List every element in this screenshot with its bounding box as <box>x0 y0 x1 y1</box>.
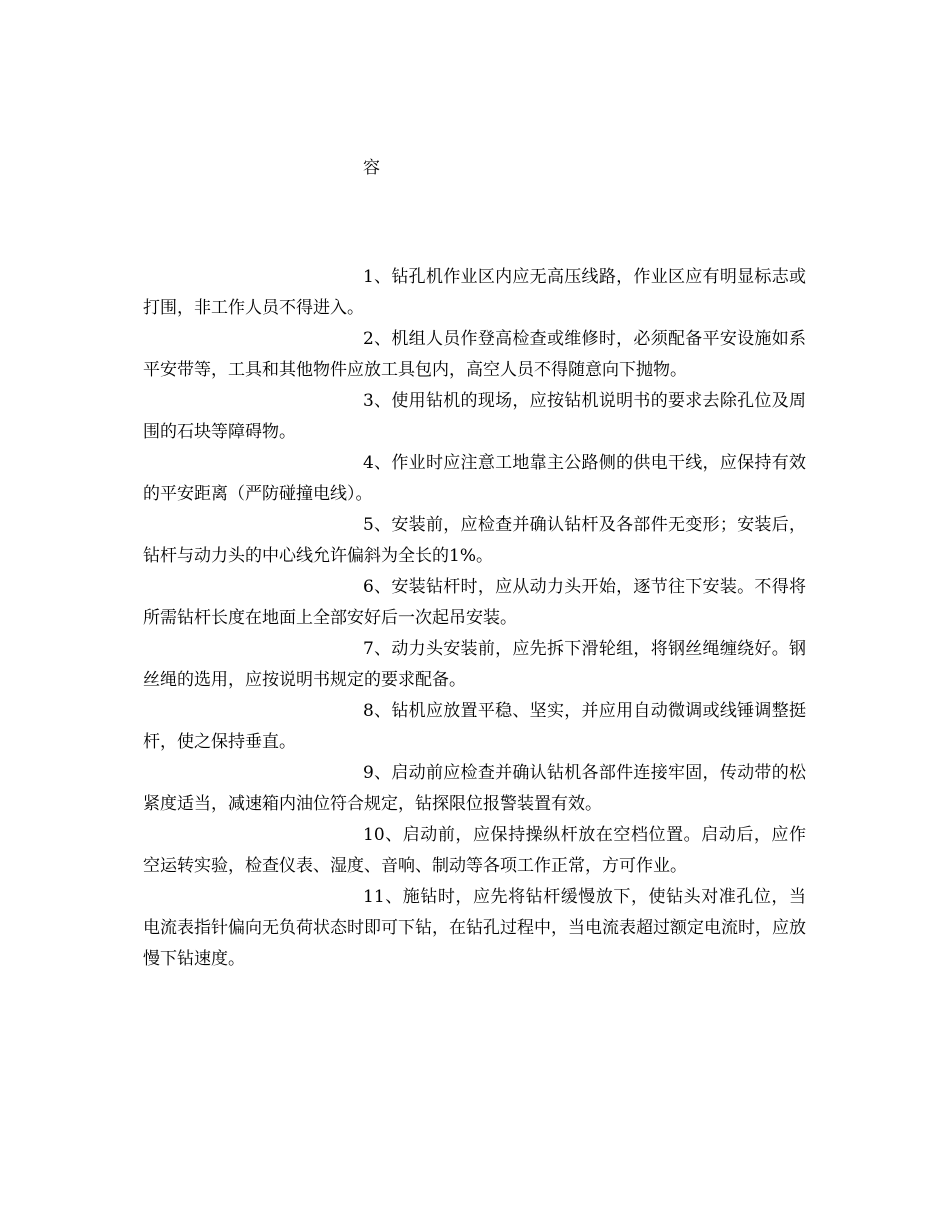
rule-paragraph-4: 4、作业时应注意工地靠主公路侧的供电干线，应保持有效的平安距离（严防碰撞电线）。 <box>143 453 806 504</box>
rule-paragraph-5: 5、安装前，应检查并确认钻杆及各部件无变形；安装后，钻杆与动力头的中心线允许偏斜为全长的1%。 <box>143 515 806 566</box>
page-heading: 容 <box>363 158 380 178</box>
rule-paragraph-7: 7、动力头安装前，应先拆下滑轮组，将钢丝绳缠绕好。钢丝绳的选用，应按说明书规定的要求配备。 <box>143 639 806 690</box>
rule-paragraph-9: 9、启动前应检查并确认钻机各部件连接牢固，传动带的松紧度适当，减速箱内油位符合规定，钻探限位报警装置有效。 <box>143 763 806 814</box>
rule-paragraph-1: 1、钻孔机作业区内应无高压线路，作业区应有明显标志或打围，非工作人员不得进入。 <box>143 267 806 318</box>
rule-paragraph-11: 11、施钻时，应先将钻杆缓慢放下，使钻头对准孔位，当电流表指针偏向无负荷状态时即可下钻，在钻孔过程中，当电流表超过额定电流时，应放慢下钻速度。 <box>143 887 806 969</box>
rule-paragraph-10: 10、启动前，应保持操纵杆放在空档位置。启动后，应作空运转实验，检查仪表、湿度、音响、制动等各项工作正常，方可作业。 <box>143 825 806 876</box>
safety-rules-list <box>143 262 806 975</box>
rule-paragraph-6: 6、安装钻杆时，应从动力头开始，逐节往下安装。不得将所需钻杆长度在地面上全部安好后一次起吊安装。 <box>143 577 806 628</box>
rule-paragraph-2: 2、机组人员作登高检查或维修时，必须配备平安设施如系平安带等，工具和其他物件应放工具包内，高空人员不得随意向下抛物。 <box>143 329 806 380</box>
rule-paragraph-3: 3、使用钻机的现场，应按钻机说明书的要求去除孔位及周围的石块等障碍物。 <box>143 391 806 442</box>
rule-paragraph-8: 8、钻机应放置平稳、坚实，并应用自动微调或线锤调整挺杆，使之保持垂直。 <box>143 701 806 752</box>
